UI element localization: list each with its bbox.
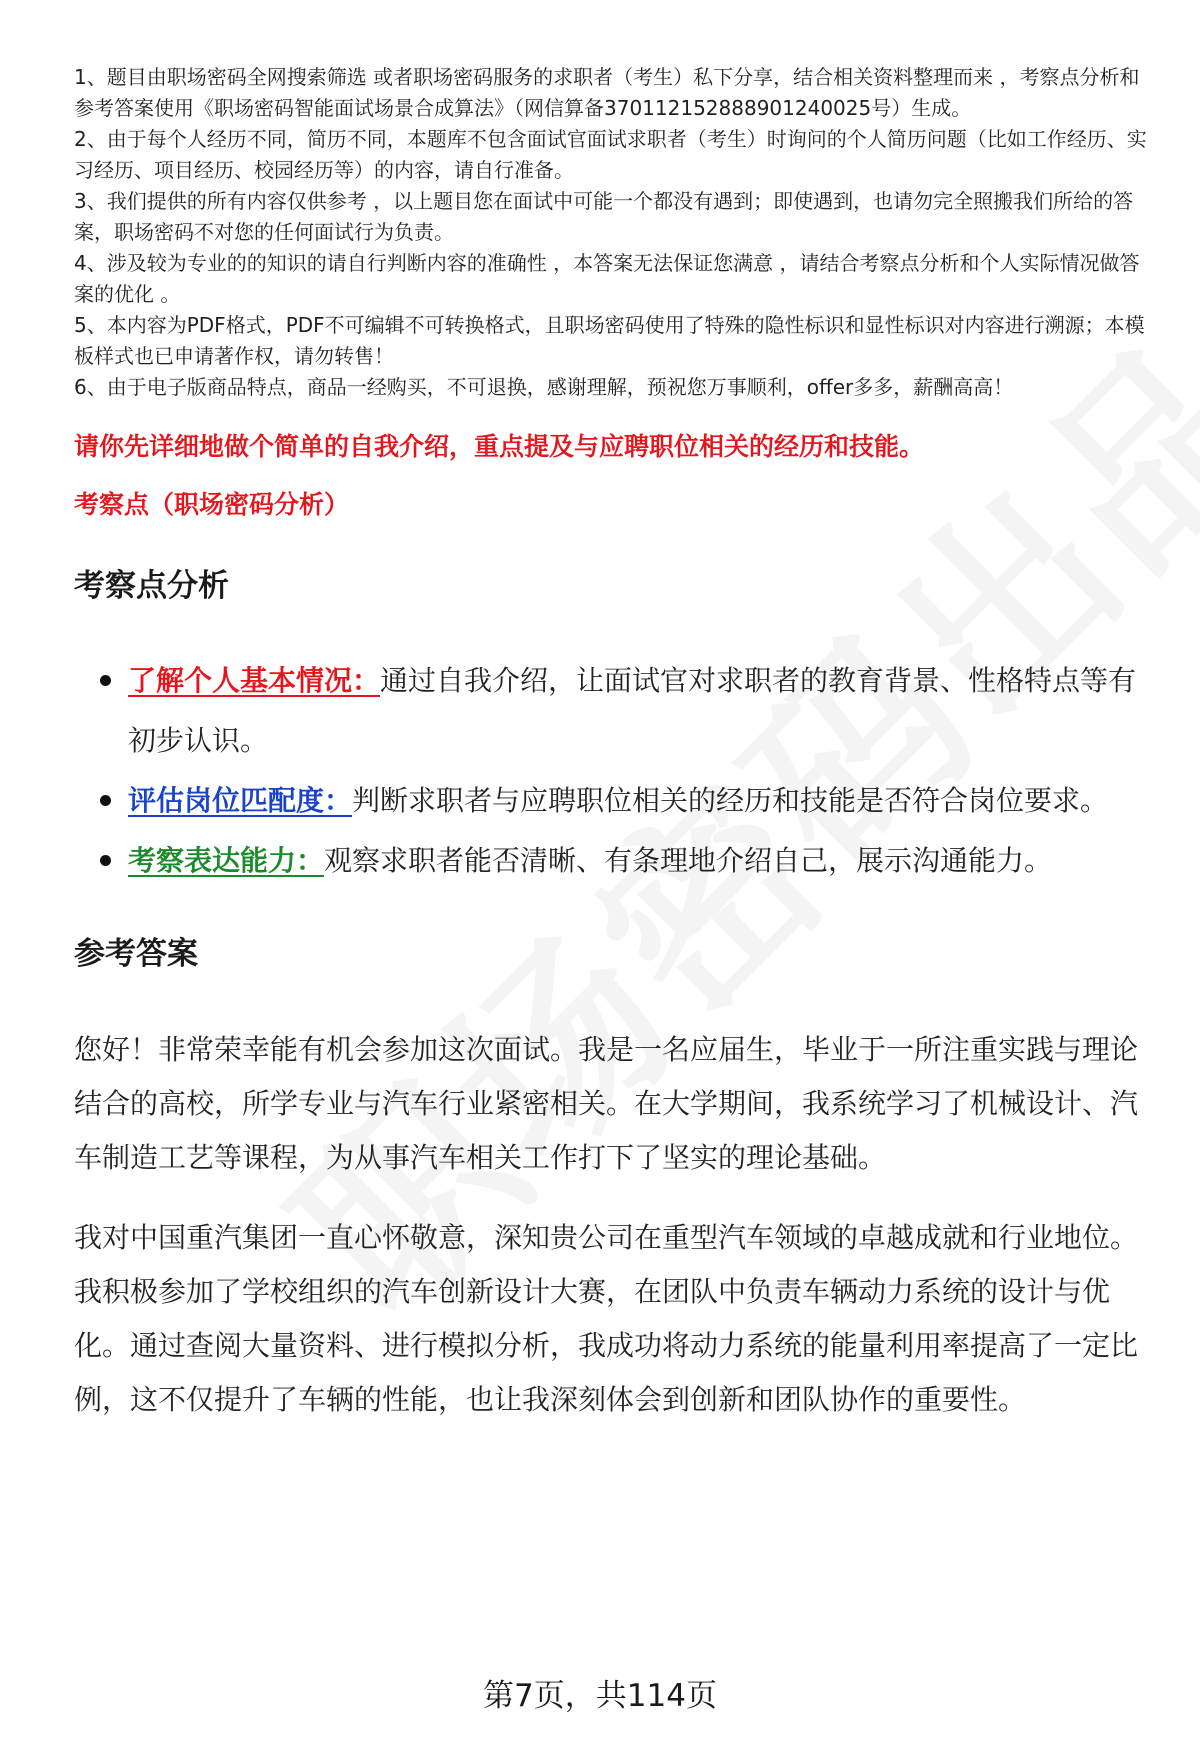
answer-body (74, 1023, 1154, 1427)
bullet-icon (100, 795, 111, 806)
point-text: 通过自我介绍，让面试官对求职者的教育背景、性格特点等有初步认识。 (128, 664, 1137, 757)
bullet-icon (100, 855, 111, 866)
disclaimer-item: 4、涉及较为专业的的知识的请自行判断内容的准确性 ，本答案无法保证您满意 ，请结合考察点分析和个人实际情况做答案的优化 。 (74, 251, 1140, 306)
page-number: 第7页，共114页 (483, 1678, 717, 1714)
answer-heading: 参考答案 (74, 936, 198, 972)
disclaimer-item: 6、由于电子版商品特点，商品一经购买，不可退换，感谢理解，预祝您万事顺利，offer多多，薪酬高高！ (74, 375, 1014, 399)
bullet-icon (100, 675, 111, 686)
analysis-label: 考察点（职场密码分析） (74, 490, 350, 519)
point-label: 了解个人基本情况： (128, 664, 381, 697)
disclaimer-item: 3、我们提供的所有内容仅供参考 ，以上题目您在面试中可能一个都没有遇到；即使遇到，也请勿完全照搬我们所给的答案，职场密码不对您的任何面试行为负责。 (74, 189, 1134, 244)
point-label: 评估岗位匹配度： (128, 784, 353, 817)
analysis-point (74, 651, 1154, 771)
analysis-point (74, 831, 1154, 891)
answer-paragraph: 您好！非常荣幸能有机会参加这次面试。我是一名应届生，毕业于一所注重实践与理论结合的高校，所学专业与汽车行业紧密相关。在大学期间，我系统学习了机械设计、汽车制造工艺等课程，为从事汽车相关工作打下了坚实的理论基础。 (74, 1033, 1139, 1174)
disclaimer-item: 5、本内容为PDF格式，PDF不可编辑不可转换格式，且职场密码使用了特殊的隐性标识和显性标识对内容进行溯源；本模板样式也已申请著作权，请勿转售！ (74, 313, 1145, 368)
analysis-heading: 考察点分析 (74, 568, 229, 604)
point-label: 考察表达能力： (128, 844, 325, 877)
point-text: 判断求职者与应聘职位相关的经历和技能是否符合岗位要求。 (352, 784, 1109, 817)
analysis-point (74, 771, 1154, 831)
answer-paragraph: 我对中国重汽集团一直心怀敬意，深知贵公司在重型汽车领域的卓越成就和行业地位。我积极参加了学校组织的汽车创新设计大赛，在团队中负责车辆动力系统的设计与优化。通过查阅大量资料、进行模拟分析，我成功将动力系统的能量利用率提高了一定比例，这不仅提升了车辆的性能，也让我深刻体会到创新和团队协作的重要性。 (74, 1221, 1139, 1416)
point-text: 观察求职者能否清晰、有条理地介绍自己，展示沟通能力。 (324, 844, 1053, 877)
disclaimer-item: 1、题目由职场密码全网搜索筛选 或者职场密码服务的求职者（考生）私下分享，结合相关资料整理而来 ，考察点分析和参考答案使用《职场密码智能面试场景合成算法》（网信算备370112152888901240025号）生成。 (74, 65, 1140, 120)
analysis-points (74, 651, 1154, 891)
page-content (74, 62, 1154, 1427)
disclaimer-item: 2、由于每个人经历不同，简历不同，本题库不包含面试官面试求职者（考生）时询问的个人简历问题（比如工作经历、实习经历、项目经历、校园经历等）的内容，请自行准备。 (74, 127, 1147, 182)
disclaimer-block (74, 62, 1154, 403)
interview-question: 请你先详细地做个简单的自我介绍，重点提及与应聘职位相关的经历和技能。 (74, 432, 925, 461)
